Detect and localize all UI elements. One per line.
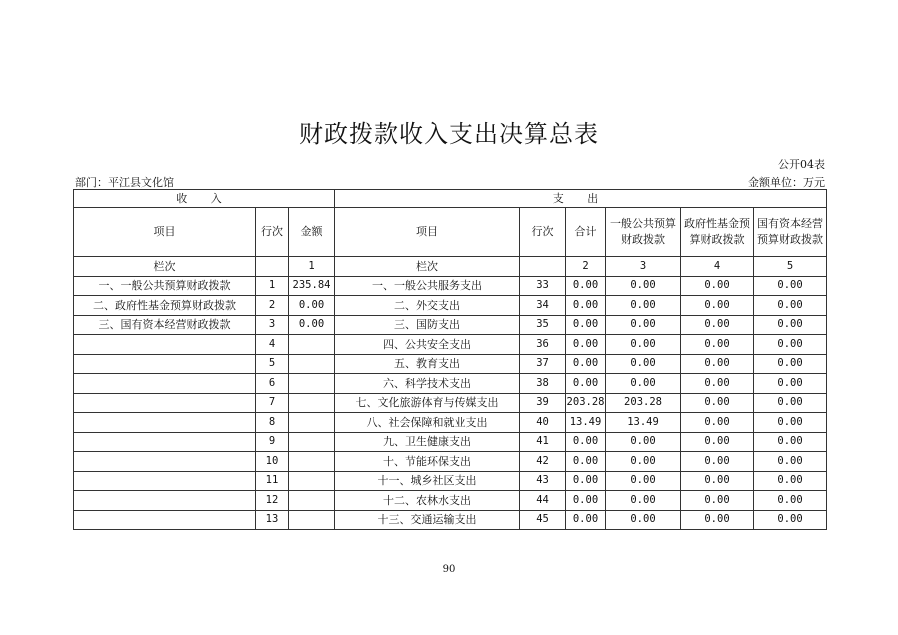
expense-item: 一、一般公共服务支出 [335, 276, 520, 296]
page-number: 90 [442, 564, 456, 575]
expense-total: 0.00 [566, 491, 606, 511]
expense-line: 35 [520, 315, 566, 335]
income-item [74, 471, 256, 491]
income-amount: 235.84 [289, 276, 335, 296]
table-row [74, 491, 827, 511]
expense-fund: 0.00 [681, 354, 754, 374]
col-header-fund: 政府性基金预算财政拨款 [681, 208, 754, 257]
income-header: 收 入 [74, 190, 335, 208]
expense-line: 45 [520, 510, 566, 530]
expense-state: 0.00 [754, 335, 827, 355]
income-line: 4 [256, 335, 289, 355]
expense-total: 0.00 [566, 276, 606, 296]
expense-item: 十、节能环保支出 [335, 452, 520, 472]
income-amount [289, 354, 335, 374]
income-line: 12 [256, 491, 289, 511]
column-header-row [74, 208, 827, 257]
income-item [74, 432, 256, 452]
budget-table [73, 189, 827, 530]
expense-state: 0.00 [754, 296, 827, 316]
income-item [74, 413, 256, 433]
expense-total: 0.00 [566, 432, 606, 452]
expense-general: 0.00 [606, 491, 681, 511]
expense-line: 39 [520, 393, 566, 413]
expense-general: 0.00 [606, 471, 681, 491]
income-item: 二、政府性基金预算财政拨款 [74, 296, 256, 316]
expense-state: 0.00 [754, 276, 827, 296]
income-line: 6 [256, 374, 289, 394]
col-header-item2: 项目 [335, 208, 520, 257]
expense-fund: 0.00 [681, 491, 754, 511]
expense-total: 0.00 [566, 354, 606, 374]
expense-general: 0.00 [606, 276, 681, 296]
expense-total: 0.00 [566, 374, 606, 394]
expense-line: 38 [520, 374, 566, 394]
income-line: 5 [256, 354, 289, 374]
colnum-5: 5 [754, 257, 827, 277]
income-item [74, 335, 256, 355]
expense-fund: 0.00 [681, 335, 754, 355]
expense-item: 六、科学技术支出 [335, 374, 520, 394]
table-row [74, 393, 827, 413]
income-amount [289, 374, 335, 394]
col-header-line: 行次 [256, 208, 289, 257]
table-row [74, 296, 827, 316]
income-amount: 0.00 [289, 315, 335, 335]
expense-fund: 0.00 [681, 471, 754, 491]
amount-unit-label: 金额单位：万元 [748, 176, 825, 189]
expense-general: 0.00 [606, 296, 681, 316]
income-line: 10 [256, 452, 289, 472]
income-amount [289, 432, 335, 452]
income-item: 三、国有资本经营财政拨款 [74, 315, 256, 335]
expense-item: 四、公共安全支出 [335, 335, 520, 355]
expense-state: 0.00 [754, 510, 827, 530]
expense-item: 十一、城乡社区支出 [335, 471, 520, 491]
expense-fund: 0.00 [681, 374, 754, 394]
income-amount: 0.00 [289, 296, 335, 316]
income-line: 3 [256, 315, 289, 335]
expense-line: 37 [520, 354, 566, 374]
col-header-state: 国有资本经营预算财政拨款 [754, 208, 827, 257]
expense-line: 42 [520, 452, 566, 472]
expense-fund: 0.00 [681, 452, 754, 472]
colnum-2: 2 [566, 257, 606, 277]
income-item: 一、一般公共预算财政拨款 [74, 276, 256, 296]
expense-general: 0.00 [606, 335, 681, 355]
income-line: 2 [256, 296, 289, 316]
expense-line: 43 [520, 471, 566, 491]
colnum-left-amount: 1 [289, 257, 335, 277]
expense-line: 36 [520, 335, 566, 355]
expense-line: 34 [520, 296, 566, 316]
expense-item: 十三、交通运输支出 [335, 510, 520, 530]
expense-state: 0.00 [754, 491, 827, 511]
income-amount [289, 413, 335, 433]
expense-state: 0.00 [754, 471, 827, 491]
expense-general: 0.00 [606, 510, 681, 530]
col-header-line2: 行次 [520, 208, 566, 257]
col-header-total: 合计 [566, 208, 606, 257]
expense-item: 五、教育支出 [335, 354, 520, 374]
table-row [74, 354, 827, 374]
expense-general: 0.00 [606, 354, 681, 374]
expense-general: 0.00 [606, 315, 681, 335]
col-header-item: 项目 [74, 208, 256, 257]
income-amount [289, 452, 335, 472]
table-row [74, 413, 827, 433]
income-item [74, 452, 256, 472]
expense-total: 0.00 [566, 296, 606, 316]
expense-item: 二、外交支出 [335, 296, 520, 316]
income-amount [289, 393, 335, 413]
expense-fund: 0.00 [681, 413, 754, 433]
expense-general: 0.00 [606, 432, 681, 452]
colnum-left-line [256, 257, 289, 277]
colnum-4: 4 [681, 257, 754, 277]
income-amount [289, 335, 335, 355]
expense-state: 0.00 [754, 452, 827, 472]
expense-total: 203.28 [566, 393, 606, 413]
table-row [74, 374, 827, 394]
col-header-amount: 金额 [289, 208, 335, 257]
expense-line: 41 [520, 432, 566, 452]
expense-general: 0.00 [606, 374, 681, 394]
expense-general: 0.00 [606, 452, 681, 472]
form-number: 公开04表 [778, 158, 825, 171]
income-amount [289, 510, 335, 530]
income-line: 7 [256, 393, 289, 413]
table-row [74, 315, 827, 335]
table-row [74, 510, 827, 530]
income-item [74, 374, 256, 394]
expense-fund: 0.00 [681, 432, 754, 452]
expense-line: 40 [520, 413, 566, 433]
expense-header: 支 出 [335, 190, 827, 208]
table-row [74, 471, 827, 491]
expense-line: 44 [520, 491, 566, 511]
expense-state: 0.00 [754, 393, 827, 413]
expense-general: 203.28 [606, 393, 681, 413]
expense-state: 0.00 [754, 413, 827, 433]
column-number-row [74, 257, 827, 277]
expense-fund: 0.00 [681, 393, 754, 413]
colnum-left-label: 栏次 [74, 257, 256, 277]
income-amount [289, 491, 335, 511]
expense-item: 七、文化旅游体育与传媒支出 [335, 393, 520, 413]
expense-state: 0.00 [754, 315, 827, 335]
expense-total: 0.00 [566, 510, 606, 530]
expense-item: 八、社会保障和就业支出 [335, 413, 520, 433]
expense-item: 三、国防支出 [335, 315, 520, 335]
income-item [74, 491, 256, 511]
expense-total: 0.00 [566, 335, 606, 355]
colnum-3: 3 [606, 257, 681, 277]
expense-total: 13.49 [566, 413, 606, 433]
col-header-general: 一般公共预算财政拨款 [606, 208, 681, 257]
income-item [74, 510, 256, 530]
income-line: 1 [256, 276, 289, 296]
income-line: 13 [256, 510, 289, 530]
table-row [74, 276, 827, 296]
table-row [74, 452, 827, 472]
department-label: 部门：平江县文化馆 [75, 176, 174, 189]
expense-state: 0.00 [754, 432, 827, 452]
section-header-row [74, 190, 827, 208]
colnum-right-label: 栏次 [335, 257, 520, 277]
colnum-right-line [520, 257, 566, 277]
income-line: 8 [256, 413, 289, 433]
expense-fund: 0.00 [681, 276, 754, 296]
expense-state: 0.00 [754, 354, 827, 374]
expense-total: 0.00 [566, 452, 606, 472]
expense-item: 十二、农林水支出 [335, 491, 520, 511]
table-row [74, 335, 827, 355]
expense-item: 九、卫生健康支出 [335, 432, 520, 452]
expense-fund: 0.00 [681, 315, 754, 335]
expense-line: 33 [520, 276, 566, 296]
expense-total: 0.00 [566, 315, 606, 335]
expense-fund: 0.00 [681, 510, 754, 530]
income-item [74, 354, 256, 374]
expense-general: 13.49 [606, 413, 681, 433]
expense-state: 0.00 [754, 374, 827, 394]
income-item [74, 393, 256, 413]
report-title: 财政拨款收入支出决算总表 [299, 120, 599, 148]
income-line: 11 [256, 471, 289, 491]
income-line: 9 [256, 432, 289, 452]
expense-fund: 0.00 [681, 296, 754, 316]
expense-total: 0.00 [566, 471, 606, 491]
table-row [74, 432, 827, 452]
income-amount [289, 471, 335, 491]
